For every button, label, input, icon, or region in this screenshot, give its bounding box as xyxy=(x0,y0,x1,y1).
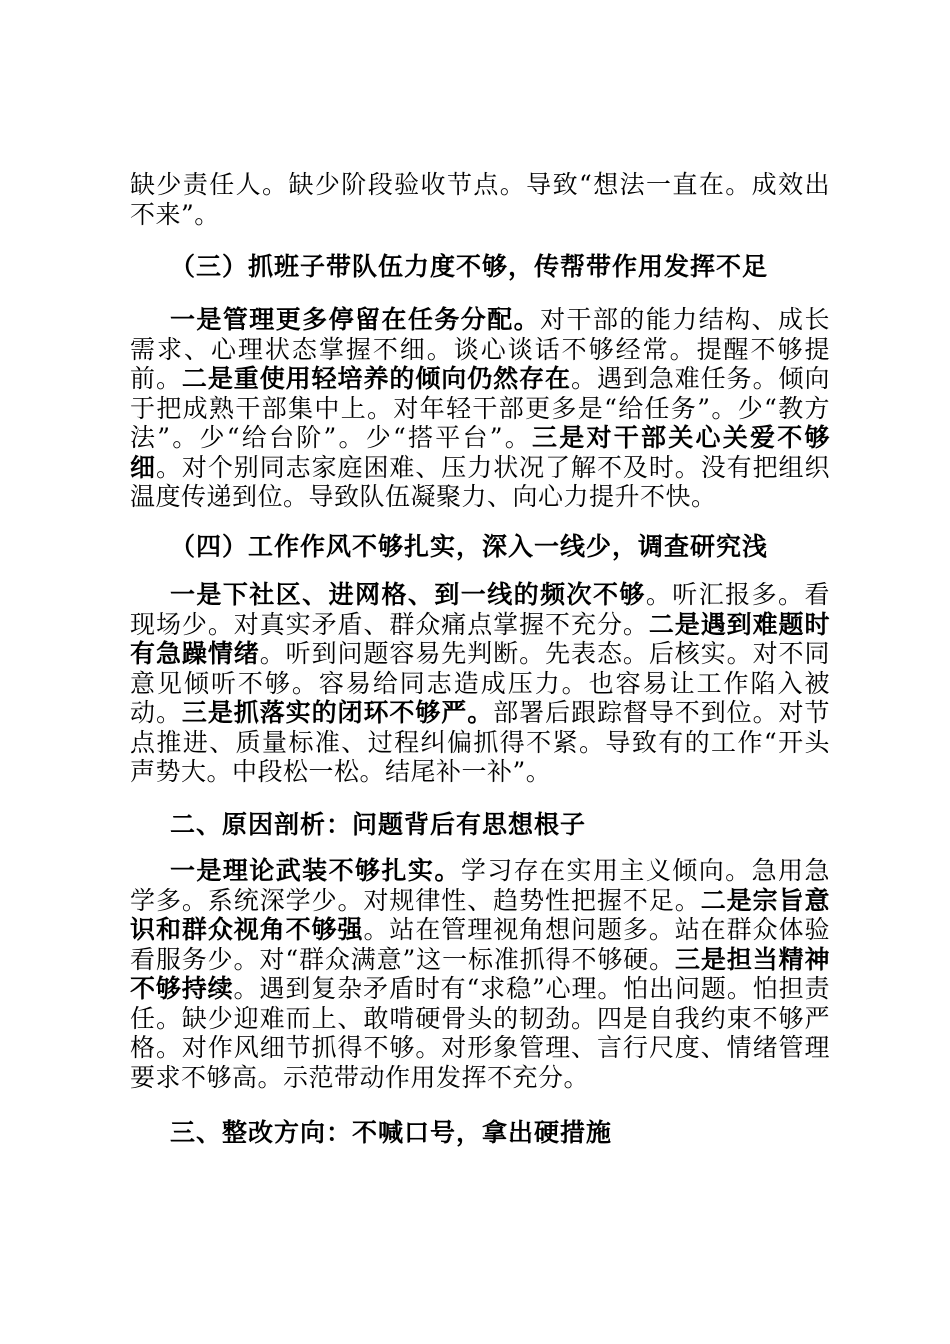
paragraph-text: 。站在管理视角想问题多。站在群众体验看服务少。对“群众满意”这一标准抓得不够硬。 xyxy=(130,915,830,974)
bold-point-2: 二是宗旨意识和群众视角不够强 xyxy=(130,885,830,944)
paragraph-text: 对干部的能力结构、成长需求、心理状态掌握不细。谈心谈话不够经常。提醒不够提前。 xyxy=(130,305,830,393)
section-heading-4: （四）工作作风不够扎实，深入一线少，调查研究浅 xyxy=(170,532,769,561)
bold-point-3: 三是对干部关心关爱不够细 xyxy=(130,423,830,482)
bold-point-3: 三是抓落实的闭环不够严。 xyxy=(181,698,494,727)
bold-point-2: 二是重使用轻培养的倾向仍然存在 xyxy=(181,364,571,393)
paragraph-text: 。遇到急难任务。倾向于把成熟干部集中上。对年轻干部更多是“给任务”。少“教方法”。少“给台阶”。少“搭平台”。 xyxy=(130,364,830,452)
bold-point-2: 二是遇到难题时有急躁情绪 xyxy=(130,609,830,668)
paragraph-text: 。遇到复杂矛盾时有“求稳”心理。怕出问题。怕担责任。缺少迎难而上、敢啃硬骨头的韧劲。四是自我约束不够严格。对作风细节抓得不够。对形象管理、言行尺度、情绪管理要求不够高。示范带动作用发挥不充分。 xyxy=(130,974,830,1092)
paragraph-text: 缺少责任人。缺少阶段验收节点。导致“想法一直在。成效出不来”。 xyxy=(130,170,830,229)
bold-point-1: 一是理论武装不够扎实。 xyxy=(170,856,461,885)
paragraph-continuation xyxy=(130,170,830,229)
paragraph-section-3 xyxy=(130,305,830,512)
paragraph-text: 。听汇报多。看现场少。对真实矛盾、群众痛点掌握不充分。 xyxy=(130,580,830,639)
paragraph-text: 。对个别同志家庭困难、压力状况了解不及时。没有把组织温度传递到位。导致队伍凝聚力、向心力提升不快。 xyxy=(130,452,830,511)
bold-point-3: 三是担当精神不够持续 xyxy=(130,944,830,1003)
paragraph-text: 。听到问题容易先判断。先表态。后核实。对不同意见倾听不够。容易给同志造成压力。也容易让工作陷入被动。 xyxy=(130,639,830,727)
bold-point-1: 一是下社区、进网格、到一线的频次不够 xyxy=(170,580,646,609)
section-heading-6: 三、整改方向：不喊口号，拿出硬措施 xyxy=(170,1118,613,1147)
paragraph-text: 学习存在实用主义倾向。急用急学多。系统深学少。对规律性、趋势性把握不足。 xyxy=(130,856,830,915)
paragraph-section-5 xyxy=(130,856,830,1092)
bold-point-1: 一是管理更多停留在任务分配。 xyxy=(170,305,541,334)
paragraph-text: 部署后跟踪督导不到位。对节点推进、质量标准、过程纠偏抓得不紧。导致有的工作“开头声势大。中段松一松。结尾补一补”。 xyxy=(130,698,830,786)
paragraph-section-4 xyxy=(130,580,830,787)
section-heading-5: 二、原因剖析：问题背后有思想根子 xyxy=(170,810,587,839)
section-heading-3: （三）抓班子带队伍力度不够，传帮带作用发挥不足 xyxy=(170,252,769,281)
